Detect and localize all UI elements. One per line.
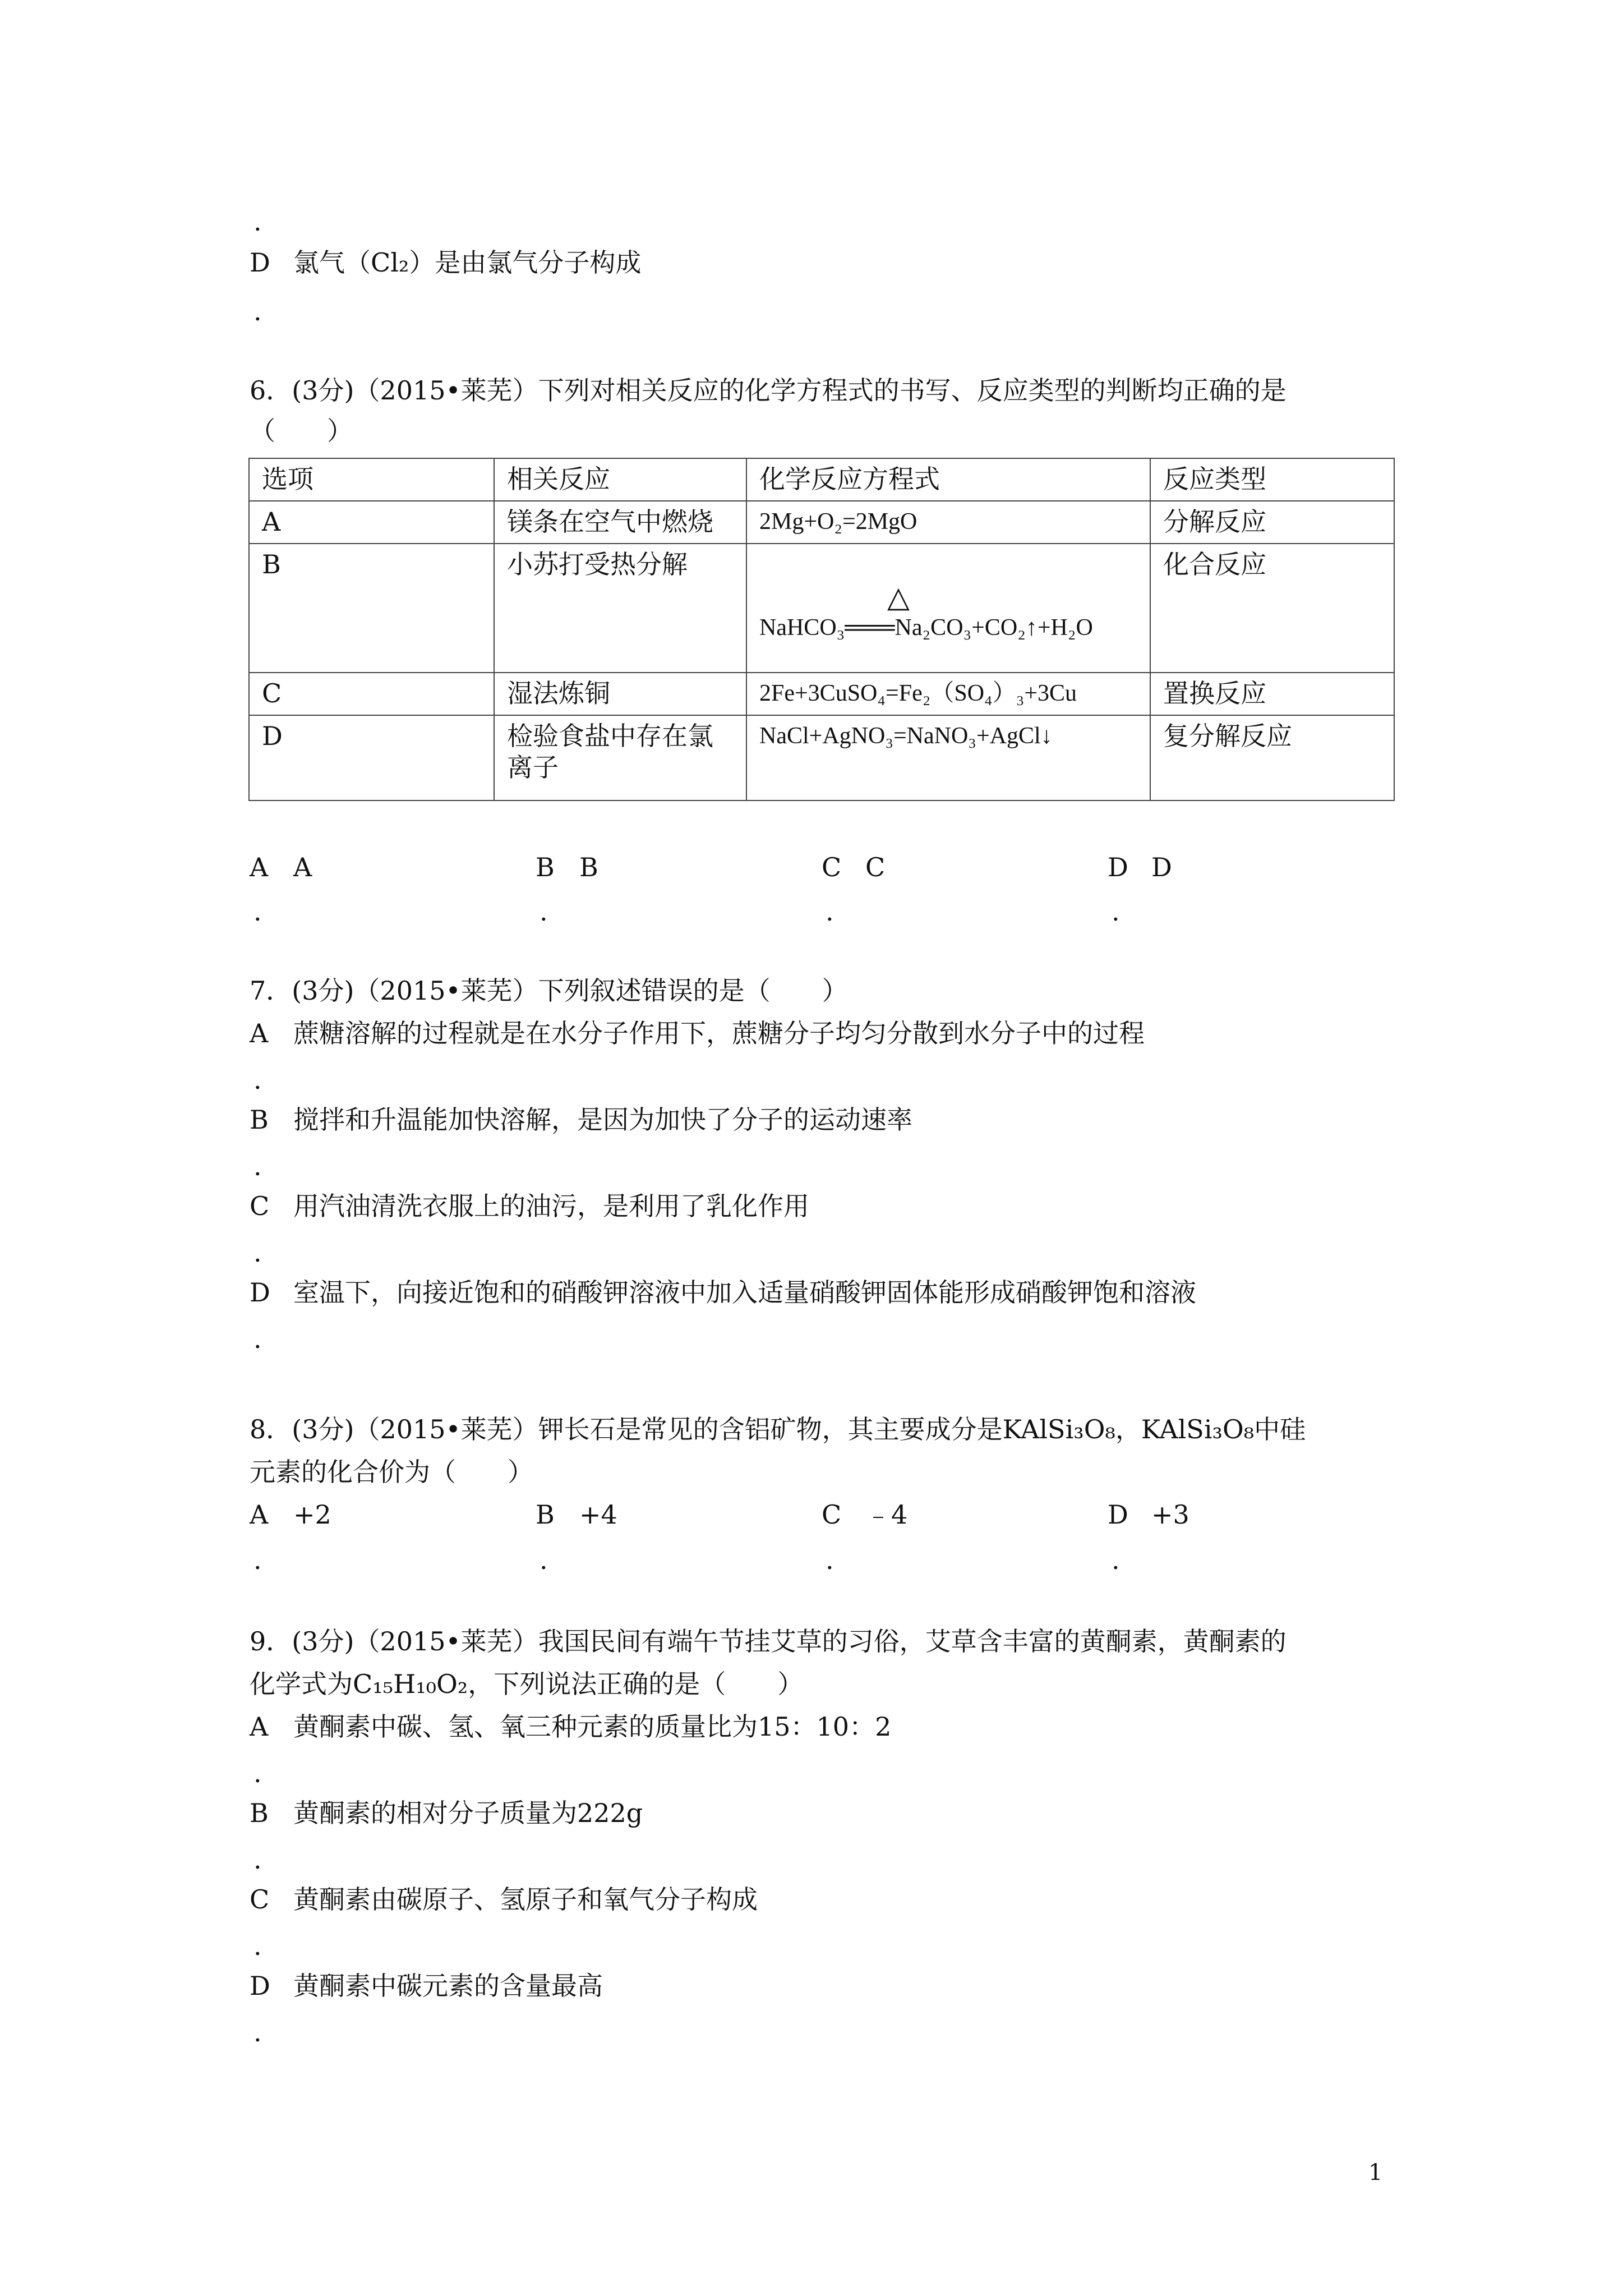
- option-text: 室温下，向接近饱和的硝酸钾溶液中加入适量硝酸钾固体能形成硝酸钾饱和溶液: [293, 1277, 1196, 1308]
- cell-type: 分解反应: [1150, 501, 1394, 544]
- q9-option-c: [250, 1884, 758, 1915]
- q8-stem-line2: 元素的化合价为（ ）: [250, 1457, 533, 1487]
- q9-stem-line2: 化学式为C₁₅H₁₀O₂，下列说法正确的是（ ）: [250, 1669, 804, 1699]
- option-text: C: [865, 852, 886, 882]
- option-text: 黄酮素中碳元素的含量最高: [293, 1971, 603, 2001]
- option-separator-dot: .: [253, 206, 262, 237]
- q8-option-a: [250, 1499, 331, 1530]
- q6-stem-paren: （ ）: [250, 416, 353, 446]
- option-separator-dot: .: [253, 1758, 262, 1788]
- header-reaction: 相关反应: [494, 458, 746, 501]
- option-letter: C: [822, 1499, 842, 1530]
- q9-stem: 9．(3分)（2015•莱芜）我国民间有端午节挂艾草的习俗，艾草含丰富的黄酮素，黄酮素的: [250, 1626, 1287, 1657]
- option-text: 黄酮素由碳原子、氢原子和氧气分子构成: [293, 1884, 758, 1915]
- option-separator-dot: .: [253, 1545, 262, 1575]
- cell-equation: 2Mg+O₂=2MgO: [746, 501, 1150, 544]
- cell-reaction: 湿法炼铜: [494, 673, 746, 715]
- option-text: ﹣4: [865, 1499, 908, 1530]
- option-letter: B: [536, 852, 555, 882]
- option-text: +2: [293, 1499, 331, 1530]
- reaction-table: [248, 458, 1395, 801]
- option-letter: A: [250, 1711, 269, 1742]
- cell-type: 化合反应: [1150, 544, 1394, 673]
- cell-option: B: [249, 544, 494, 673]
- q8-option-d: [1108, 1499, 1189, 1530]
- q9-option-a: [250, 1711, 891, 1742]
- equation-text: NaHCO₃═══Na₂CO₃+CO₂↑+H₂O: [759, 615, 1093, 641]
- option-separator-dot: .: [253, 1237, 262, 1268]
- option-letter: A: [250, 852, 269, 882]
- table-row: [249, 544, 1394, 673]
- q7-option-b: [250, 1104, 912, 1135]
- header-type: 反应类型: [1150, 458, 1394, 501]
- option-separator-dot: .: [253, 1931, 262, 1961]
- cell-type: 复分解反应: [1150, 715, 1394, 800]
- option-letter: D: [250, 1277, 270, 1308]
- table-header-row: [249, 458, 1394, 501]
- cell-option: D: [249, 715, 494, 800]
- header-equation: 化学反应方程式: [746, 458, 1150, 501]
- q7-option-a: [250, 1018, 1145, 1049]
- option-text: B: [579, 852, 598, 882]
- heat-symbol: △: [887, 582, 910, 614]
- cell-equation: NaCl+AgNO₃=NaNO₃+AgCl↓: [746, 715, 1150, 800]
- option-separator-dot: .: [253, 296, 262, 326]
- cell-reaction: 小苏打受热分解: [494, 544, 746, 673]
- option-letter: A: [250, 1499, 269, 1530]
- option-letter: C: [250, 1884, 270, 1915]
- option-text: 搅拌和升温能加快溶解，是因为加快了分子的运动速率: [293, 1105, 912, 1135]
- q6-option-b: [536, 852, 598, 883]
- option-separator-dot: .: [826, 1545, 834, 1575]
- option-separator-dot: .: [253, 1151, 262, 1181]
- option-text: +4: [579, 1499, 617, 1530]
- q6-option-a: [250, 852, 312, 883]
- q8-option-c: [822, 1499, 907, 1530]
- option-separator-dot: .: [1112, 896, 1120, 927]
- option-letter: B: [250, 1105, 269, 1135]
- option-letter: D: [1108, 852, 1128, 882]
- cell-reaction: 镁条在空气中燃烧: [494, 501, 746, 544]
- cell-reaction: 检验食盐中存在氯离子: [494, 715, 746, 800]
- page-number: 1: [1368, 2160, 1383, 2185]
- q6-option-d: [1108, 852, 1172, 883]
- table-row: [249, 501, 1394, 544]
- table-row: [249, 715, 1394, 800]
- q8-stem: 8．(3分)（2015•莱芜）钾长石是常见的含铝矿物，其主要成分是KAlSi₃O₈，KAlSi₃O₈中硅: [250, 1414, 1306, 1444]
- q8-option-b: [536, 1499, 617, 1530]
- option-text: 黄酮素中碳、氢、氧三种元素的质量比为15：10：2: [293, 1711, 892, 1742]
- option-letter: B: [536, 1499, 555, 1530]
- q7-stem: 7．(3分)（2015•莱芜）下列叙述错误的是（ ）: [250, 976, 848, 1006]
- option-separator-dot: .: [540, 896, 548, 927]
- option-text: D: [1151, 852, 1172, 882]
- q7-option-c: [250, 1190, 809, 1222]
- option-letter: A: [250, 1018, 269, 1048]
- option-separator-dot: .: [826, 896, 834, 927]
- cell-option: A: [249, 501, 494, 544]
- q5-option-d: [250, 247, 641, 278]
- option-letter: C: [822, 852, 842, 882]
- q9-option-b: [250, 1797, 643, 1829]
- q6-option-c: [822, 852, 885, 883]
- cell-equation: 2Fe+3CuSO₄=Fe₂（SO₄）₃+3Cu: [746, 673, 1150, 715]
- option-separator-dot: .: [540, 1545, 548, 1575]
- q9-option-d: [250, 1970, 603, 2001]
- option-separator-dot: .: [253, 1324, 262, 1354]
- option-separator-dot: .: [1112, 1545, 1120, 1575]
- option-separator-dot: .: [253, 1844, 262, 1875]
- option-letter: B: [250, 1798, 269, 1828]
- option-separator-dot: .: [253, 896, 262, 927]
- option-text: A: [293, 852, 312, 882]
- option-text: 蔗糖溶解的过程就是在水分子作用下，蔗糖分子均匀分散到水分子中的过程: [293, 1018, 1145, 1048]
- option-text: 黄酮素的相对分子质量为222g: [293, 1798, 643, 1828]
- cell-option: C: [249, 673, 494, 715]
- cell-type: 置换反应: [1150, 673, 1394, 715]
- option-text: 用汽油清洗衣服上的油污，是利用了乳化作用: [293, 1191, 809, 1221]
- option-separator-dot: .: [253, 2017, 262, 2047]
- q7-option-d: [250, 1277, 1196, 1308]
- header-option: 选项: [249, 458, 494, 501]
- table-row: [249, 673, 1394, 715]
- cell-equation: [746, 544, 1150, 673]
- q6-stem: 6．(3分)（2015•莱芜）下列对相关反应的化学方程式的书写、反应类型的判断均正确的是: [250, 375, 1287, 406]
- option-letter: D: [250, 1971, 270, 2001]
- option-letter: D: [1108, 1499, 1128, 1530]
- option-letter: D: [250, 247, 270, 278]
- option-text: +3: [1151, 1499, 1189, 1530]
- option-letter: C: [250, 1191, 270, 1221]
- option-text: 氯气（Cl₂）是由氯气分子构成: [293, 247, 642, 278]
- option-separator-dot: .: [253, 1065, 262, 1095]
